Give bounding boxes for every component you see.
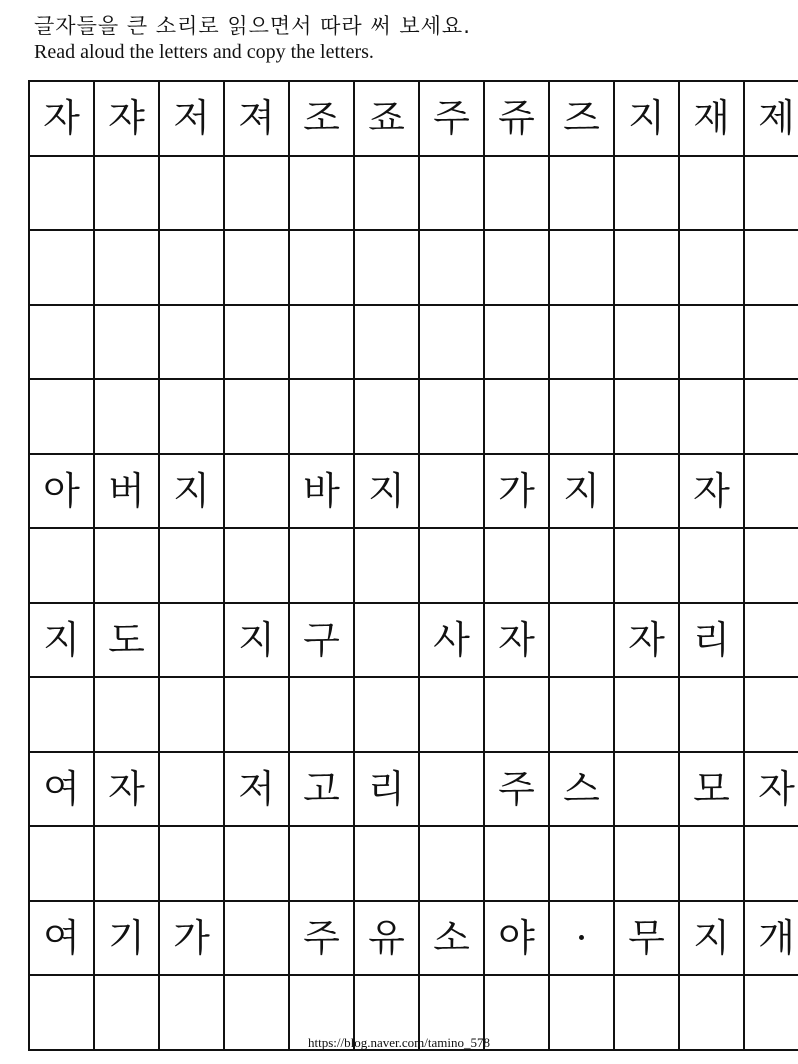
practice-cell xyxy=(484,826,549,901)
grid-row xyxy=(29,528,798,603)
letter-cell: 주 xyxy=(419,81,484,156)
practice-cell xyxy=(419,528,484,603)
letter-cell: 지 xyxy=(614,81,679,156)
practice-cell xyxy=(159,528,224,603)
practice-cell xyxy=(94,230,159,305)
grid-row xyxy=(29,603,798,678)
practice-cell xyxy=(679,230,744,305)
practice-cell xyxy=(679,305,744,380)
letter-cell: 지 xyxy=(224,603,289,678)
letter-cell: 죠 xyxy=(354,81,419,156)
letter-cell: 저 xyxy=(224,752,289,827)
practice-cell xyxy=(549,156,614,231)
letter-cell: 소 xyxy=(419,901,484,976)
practice-cell xyxy=(94,528,159,603)
letter-cell: 리 xyxy=(354,752,419,827)
practice-cell xyxy=(679,156,744,231)
letter-cell: 버 xyxy=(94,454,159,529)
letter-cell: 모 xyxy=(679,752,744,827)
practice-cell xyxy=(744,826,798,901)
practice-cell xyxy=(484,677,549,752)
letter-cell: 여 xyxy=(29,752,94,827)
practice-cell xyxy=(354,826,419,901)
practice-cell xyxy=(29,379,94,454)
practice-cell xyxy=(354,677,419,752)
letter-cell: 고 xyxy=(289,752,354,827)
practice-cell xyxy=(224,454,289,529)
source-url: https://blog.naver.com/tamino_578 xyxy=(308,1035,490,1050)
practice-cell xyxy=(744,677,798,752)
instruction-korean: 글자들을 큰 소리로 읽으면서 따라 써 보세요. xyxy=(34,14,471,38)
practice-cell xyxy=(679,826,744,901)
practice-cell xyxy=(159,379,224,454)
letter-cell: 자 xyxy=(744,752,798,827)
practice-cell xyxy=(549,230,614,305)
letter-cell: 즈 xyxy=(549,81,614,156)
grid-row xyxy=(29,156,798,231)
practice-cell xyxy=(354,379,419,454)
practice-cell xyxy=(354,156,419,231)
practice-cell xyxy=(419,230,484,305)
letter-cell: 자 xyxy=(29,81,94,156)
practice-cell xyxy=(484,305,549,380)
letter-cell: 조 xyxy=(289,81,354,156)
practice-cell xyxy=(289,677,354,752)
practice-cell xyxy=(289,230,354,305)
practice-cell xyxy=(744,454,798,529)
practice-cell xyxy=(419,305,484,380)
practice-cell xyxy=(614,230,679,305)
practice-cell xyxy=(289,379,354,454)
practice-cell xyxy=(159,305,224,380)
practice-cell xyxy=(29,528,94,603)
letter-cell: 쟈 xyxy=(94,81,159,156)
practice-cell xyxy=(549,305,614,380)
grid-row xyxy=(29,230,798,305)
grid-row xyxy=(29,81,798,156)
practice-cell xyxy=(419,677,484,752)
writing-grid xyxy=(28,80,798,1051)
practice-cell xyxy=(614,305,679,380)
practice-cell xyxy=(29,677,94,752)
practice-cell xyxy=(94,156,159,231)
practice-cell xyxy=(744,379,798,454)
practice-cell xyxy=(224,379,289,454)
practice-cell xyxy=(679,379,744,454)
practice-cell xyxy=(614,454,679,529)
practice-cell xyxy=(549,379,614,454)
grid-row xyxy=(29,677,798,752)
practice-cell xyxy=(484,528,549,603)
practice-cell xyxy=(94,379,159,454)
practice-cell xyxy=(354,305,419,380)
practice-cell xyxy=(679,528,744,603)
letter-cell: 도 xyxy=(94,603,159,678)
practice-cell xyxy=(354,528,419,603)
grid-row xyxy=(29,379,798,454)
practice-cell xyxy=(94,826,159,901)
letter-cell: 자 xyxy=(614,603,679,678)
practice-cell xyxy=(159,826,224,901)
practice-cell xyxy=(159,156,224,231)
practice-cell xyxy=(224,901,289,976)
letter-cell: 지 xyxy=(354,454,419,529)
practice-cell xyxy=(484,230,549,305)
letter-cell: 주 xyxy=(289,901,354,976)
practice-cell xyxy=(419,454,484,529)
practice-cell xyxy=(549,603,614,678)
practice-cell xyxy=(94,305,159,380)
letter-cell: 주 xyxy=(484,752,549,827)
practice-cell xyxy=(744,156,798,231)
practice-cell xyxy=(29,305,94,380)
letter-cell: 바 xyxy=(289,454,354,529)
letter-cell: · xyxy=(549,901,614,976)
letter-cell: 여 xyxy=(29,901,94,976)
practice-cell xyxy=(419,156,484,231)
practice-cell xyxy=(549,677,614,752)
practice-cell xyxy=(289,305,354,380)
letter-cell: 지 xyxy=(29,603,94,678)
letter-cell: 저 xyxy=(159,81,224,156)
practice-cell xyxy=(549,528,614,603)
letter-cell: 아 xyxy=(29,454,94,529)
practice-cell xyxy=(614,752,679,827)
letter-cell: 개 xyxy=(744,901,798,976)
practice-cell xyxy=(614,528,679,603)
practice-cell xyxy=(289,528,354,603)
letter-cell: 재 xyxy=(679,81,744,156)
practice-cell xyxy=(744,603,798,678)
grid-row xyxy=(29,901,798,976)
practice-cell xyxy=(614,826,679,901)
letter-cell: 무 xyxy=(614,901,679,976)
letter-cell: 유 xyxy=(354,901,419,976)
letter-cell: 리 xyxy=(679,603,744,678)
practice-cell xyxy=(29,230,94,305)
practice-cell xyxy=(354,230,419,305)
practice-cell xyxy=(614,677,679,752)
practice-cell xyxy=(224,156,289,231)
practice-cell xyxy=(484,156,549,231)
practice-cell xyxy=(744,230,798,305)
practice-cell xyxy=(744,305,798,380)
letter-cell: 기 xyxy=(94,901,159,976)
letter-cell: 져 xyxy=(224,81,289,156)
letter-cell: 스 xyxy=(549,752,614,827)
practice-cell xyxy=(289,156,354,231)
letter-cell: 제 xyxy=(744,81,798,156)
letter-cell: 자 xyxy=(94,752,159,827)
practice-cell xyxy=(159,603,224,678)
letter-cell: 가 xyxy=(159,901,224,976)
practice-cell xyxy=(159,752,224,827)
letter-cell: 지 xyxy=(679,901,744,976)
grid-row xyxy=(29,454,798,529)
practice-cell xyxy=(679,677,744,752)
practice-cell xyxy=(549,826,614,901)
practice-cell xyxy=(289,826,354,901)
letter-cell: 구 xyxy=(289,603,354,678)
practice-cell xyxy=(159,677,224,752)
letter-cell: 야 xyxy=(484,901,549,976)
letter-cell: 쥬 xyxy=(484,81,549,156)
practice-cell xyxy=(224,528,289,603)
practice-cell xyxy=(224,230,289,305)
practice-cell xyxy=(614,379,679,454)
grid-row xyxy=(29,305,798,380)
practice-cell xyxy=(419,379,484,454)
practice-cell xyxy=(29,156,94,231)
practice-cell xyxy=(419,826,484,901)
practice-cell xyxy=(29,826,94,901)
practice-cell xyxy=(159,230,224,305)
practice-cell xyxy=(614,156,679,231)
practice-cell xyxy=(224,677,289,752)
letter-cell: 사 xyxy=(419,603,484,678)
practice-cell xyxy=(224,826,289,901)
letter-cell: 가 xyxy=(484,454,549,529)
practice-cell xyxy=(354,603,419,678)
practice-cell xyxy=(484,379,549,454)
grid-row xyxy=(29,826,798,901)
instruction-english: Read aloud the letters and copy the letters. xyxy=(34,41,374,63)
grid-row xyxy=(29,752,798,827)
letter-cell: 지 xyxy=(159,454,224,529)
letter-cell: 자 xyxy=(679,454,744,529)
practice-cell xyxy=(94,677,159,752)
letter-cell: 지 xyxy=(549,454,614,529)
letter-cell: 자 xyxy=(484,603,549,678)
practice-cell xyxy=(419,752,484,827)
practice-cell xyxy=(224,305,289,380)
practice-cell xyxy=(744,528,798,603)
